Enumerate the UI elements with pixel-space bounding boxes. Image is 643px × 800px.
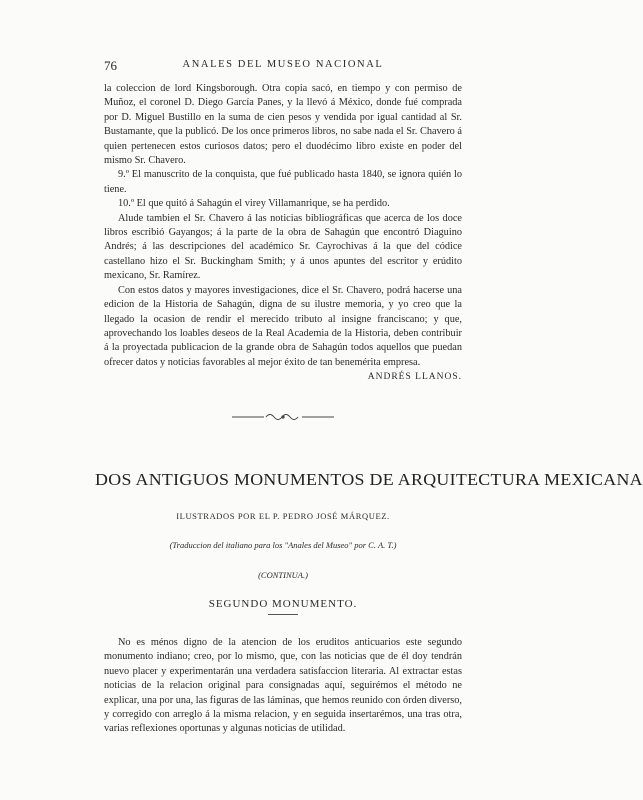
page-number: 76 (104, 58, 117, 73)
translation-note: (Traduccion del italiano para los "Anales del Museo" por C. A. T.) (169, 540, 397, 550)
paragraph-item-9: 9.º El manuscrito de la conquista, que fué publicado hasta 1840, se ignora quién lo tiene. (104, 169, 462, 195)
section-title: SEGUNDO MONUMENTO. (208, 598, 358, 610)
page-header (104, 58, 462, 76)
paragraph-alude: Alude tambien el Sr. Chavero á las noticias bibliográficas que acerca de los doce libros escribió Gayangos; á la parte de la obra de Sahagún que encontró Diaguino Andrés; á las descripciones del académico Sr. Cayrochivas á la que del códice castellano hizo el Sr. Buckingham Smith; y á unos apuntes del escritor y erúdito mexicano, Sr. Ramírez. (104, 212, 462, 282)
paragraph-segundo-monumento: No es ménos digno de la atencion de los eruditos anticuarios este segundo monumento indiano; creo, por lo mismo, que, con las noticias que de él doy tendrán nuevo placer y experimentarán una verdadera satisfaccion literaria. Al extractar estas noticias de la relacion original para consignadas aquí, seguirémos el método ne explicar, una por una, las figuras de las láminas, que hemos reunido con órden diverso, y corregido con arreglo á la misma relacion, y en seguida insertarémos, una tras otra, varias reflexiones oportunas y algunas noticias de utilidad. (104, 637, 462, 735)
bottom-body-text (104, 636, 462, 737)
author-signature: ANDRÉS LLANOS. (367, 372, 462, 382)
article-subtitle: ILUSTRADOS POR EL P. PEDRO JOSÉ MÁRQUEZ. (176, 511, 390, 521)
continuation-note: (CONTINUA.) (258, 570, 308, 580)
section-rule (268, 614, 298, 615)
article-title: DOS ANTIGUOS MONUMENTOS DE ARQUITECTURA MEXICANA (95, 470, 643, 489)
paragraph-coleccion: la coleccion de lord Kingsborough. Otra copia sacó, en tiempo y con permiso de Muñoz, el coronel D. Diego García Panes, y la llevó á México, donde fué comprada por D. Miguel Bustillo en la suma de cien pesos y vendida por igual cantidad al Sr. Bustamante, que la publicó. De los once primeros libros, no sabe nada el Sr. Chavero á quien pertenecen estos curiosos datos; pero el duodécimo libro existe en poder del mismo Sr. Chavero. (104, 83, 462, 167)
top-body-text (104, 82, 462, 370)
running-head: ANALES DEL MUSEO NACIONAL (182, 59, 384, 70)
paragraph-con-estos-datos: Con estos datos y mayores investigaciones, dice el Sr. Chavero, podrá hacerse una edicion de la Historia de Sahagún, digna de su ilustre memoria, y yo creo que la llegado la ocasion de rendir el merecido tributo al insigne franciscano; y que, aprovechando los loables deseos de la Real Academia de la Historia, deben contribuir á la proyectada publicacion de la grande obra de Sahagún todos aquellos que puedan ofrecer datos y noticias favorables al mejor éxito de tan benemérita empresa. (104, 284, 462, 368)
paragraph-item-10: 10.º El que quitó á Sahagún el virey Villamanrique, se ha perdido. (118, 198, 390, 210)
ornament-divider (0, 410, 566, 424)
